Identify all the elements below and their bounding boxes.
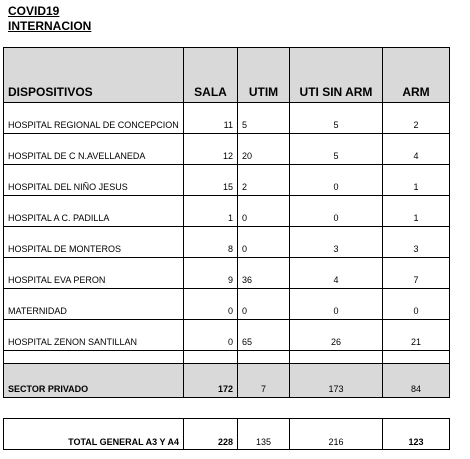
cell-uti-sin-arm: 4 [290,258,383,289]
table-row [4,258,450,289]
sector-privado-label: SECTOR PRIVADO [4,364,184,398]
cell-sala: 15 [184,165,238,196]
cell-sala: 1 [184,196,238,227]
cell-utim: 0 [238,289,290,320]
cell-arm: 4 [383,134,450,165]
cell-uti-sin-arm: 0 [290,165,383,196]
cell-arm: 0 [383,289,450,320]
table-row [4,103,450,134]
cell-arm: 3 [383,227,450,258]
table-row [4,134,450,165]
cell-uti-sin-arm: 0 [290,196,383,227]
sector-privado-row [4,364,450,398]
row-name: HOSPITAL A C. PADILLA [4,196,184,227]
general-sala: 228 [184,419,238,450]
cell-arm: 7 [383,258,450,289]
privado-uti-sin-arm: 173 [290,364,383,398]
row-name: HOSPITAL DE C N.AVELLANEDA [4,134,184,165]
header-dispositivos: DISPOSITIVOS [4,48,184,103]
cell-utim: 20 [238,134,290,165]
cell-uti-sin-arm: 5 [290,103,383,134]
cell-arm: 1 [383,165,450,196]
sector-privado-table [3,363,450,398]
cell-sala: 12 [184,134,238,165]
row-name: HOSPITAL DE MONTEROS [4,227,184,258]
title-covid19: COVID19 [8,4,60,18]
cell-utim: 0 [238,196,290,227]
table-row [4,165,450,196]
general-uti-sin-arm: 216 [290,419,383,450]
cell-arm: 1 [383,196,450,227]
row-name: HOSPITAL REGIONAL DE CONCEPCION [4,103,184,134]
cell-arm: 2 [383,103,450,134]
table-row [4,289,450,320]
cell-utim: 65 [238,320,290,351]
cell-utim: 36 [238,258,290,289]
header-row [4,48,450,103]
total-general-table [3,418,450,450]
cell-sala: 0 [184,289,238,320]
row-name: HOSPITAL ZENON SANTILLAN [4,320,184,351]
cell-sala: 0 [184,320,238,351]
cell-sala: 11 [184,103,238,134]
general-arm: 123 [383,419,450,450]
privado-arm: 84 [383,364,450,398]
row-name: MATERNIDAD [4,289,184,320]
total-general-label: TOTAL GENERAL A3 Y A4 [4,419,184,450]
header-arm: ARM [383,48,450,103]
header-uti-sin-arm: UTI SIN ARM [290,48,383,103]
cell-sala: 9 [184,258,238,289]
privado-sala: 172 [184,364,238,398]
cell-utim: 0 [238,227,290,258]
table-row [4,196,450,227]
header-sala: SALA [184,48,238,103]
cell-sala: 8 [184,227,238,258]
row-name: HOSPITAL DEL NIÑO JESUS [4,165,184,196]
title-internacion: INTERNACION [8,19,92,33]
cell-uti-sin-arm: 5 [290,134,383,165]
cell-uti-sin-arm: 0 [290,289,383,320]
row-name: HOSPITAL EVA PERON [4,258,184,289]
internacion-table [3,47,450,381]
cell-utim: 5 [238,103,290,134]
table-row [4,227,450,258]
cell-uti-sin-arm: 3 [290,227,383,258]
total-general-row [4,419,450,450]
cell-utim: 2 [238,165,290,196]
general-utim: 135 [238,419,290,450]
cell-uti-sin-arm: 26 [290,320,383,351]
cell-arm: 21 [383,320,450,351]
privado-utim: 7 [238,364,290,398]
table-row [4,320,450,351]
header-utim: UTIM [238,48,290,103]
